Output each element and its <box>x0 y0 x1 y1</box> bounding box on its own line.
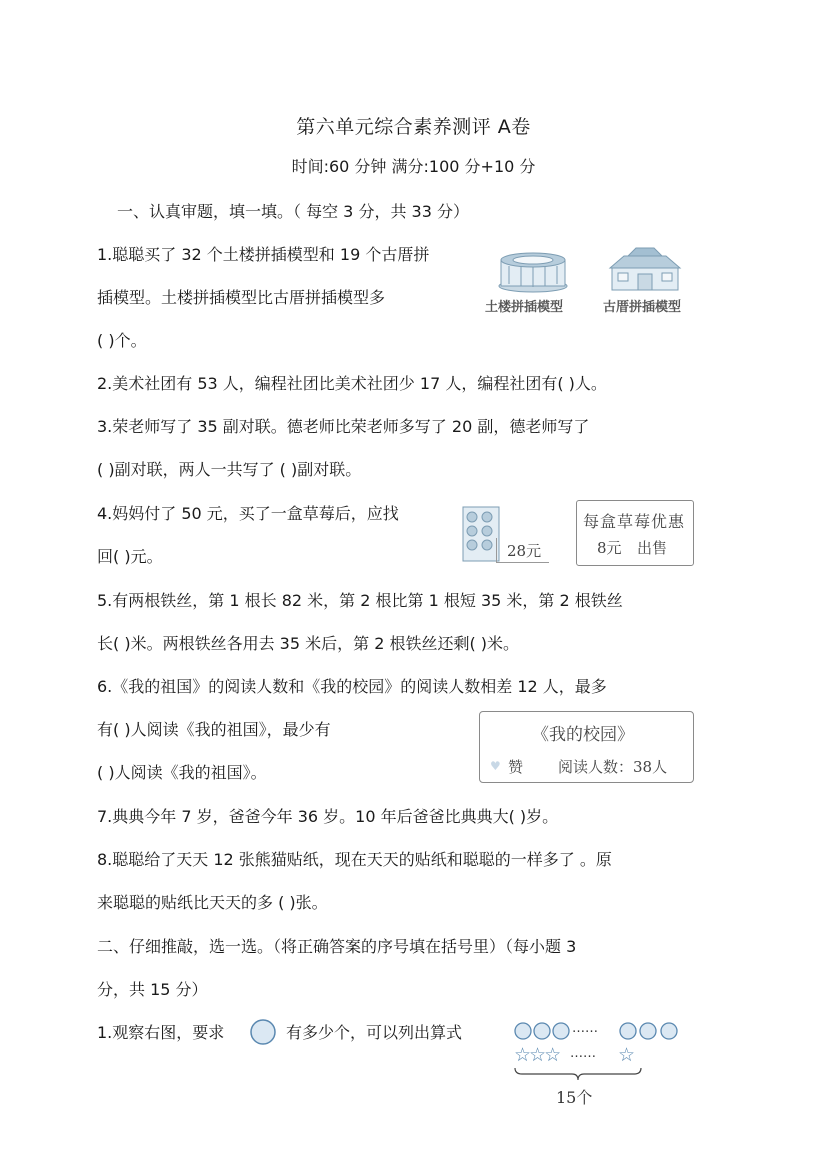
tulou-caption: 土楼拼插模型 <box>485 300 564 315</box>
circle-icon <box>249 1018 277 1046</box>
thumbs-up-icon: ♥ <box>490 759 501 773</box>
tulou-model-image <box>494 246 572 294</box>
reading-card <box>479 711 694 783</box>
q1-line3: ( )个。 <box>97 331 147 350</box>
q8-line1: 8.聪聪给了天天 12 张熊猫贴纸，现在天天的贴纸和聪聪的一样多了 。原 <box>97 850 612 869</box>
section2-heading-line1: 二、仔细推敲，选一选。（将正确答案的序号填在括号里）（每小题 3 <box>97 937 577 956</box>
gucuo-model-image <box>606 246 684 294</box>
circle-2 <box>534 1023 550 1039</box>
circles-row <box>514 1021 684 1041</box>
strawberry-box-image <box>461 505 501 563</box>
q8-line2: 来聪聪的贴纸比天天的多 ( )张。 <box>97 893 328 912</box>
q3-line2: ( )副对联，两人一共写了 ( )副对联。 <box>97 460 362 479</box>
stars-row <box>514 1046 644 1066</box>
gucuo-caption: 古厝拼插模型 <box>603 300 682 315</box>
stars-dots: …… <box>570 1046 596 1061</box>
count-brace <box>514 1066 642 1080</box>
q4-line1: 4.妈妈付了 50 元，买了一盒草莓后，应找 <box>97 504 399 523</box>
circle-5 <box>640 1023 656 1039</box>
count-label: 15个 <box>556 1088 593 1107</box>
circle-3 <box>553 1023 569 1039</box>
page-title: 第六单元综合素养测评 A卷 <box>296 116 531 138</box>
q1-line2: 插模型。土楼拼插模型比古厝拼插模型多 <box>97 288 386 307</box>
star-icon-right: ☆ <box>618 1044 636 1066</box>
circle-6 <box>661 1023 677 1039</box>
q2-line1: 2.美术社团有 53 人，编程社团比美术社团少 17 人，编程社团有( )人。 <box>97 374 607 393</box>
section2-heading-line2: 分，共 15 分） <box>97 980 208 999</box>
promo-card <box>576 500 694 566</box>
promo-price: 8元 <box>597 539 622 557</box>
price-tag-text: 28元 <box>507 542 542 560</box>
page-subtitle: 时间:60 分钟 满分:100 分+10 分 <box>291 157 536 176</box>
promo-word: 出售 <box>637 539 668 557</box>
reading-card-like: 赞 <box>508 758 524 776</box>
promo-line1: 每盒草莓优惠 <box>583 512 686 531</box>
s2-q1-text-before: 1.观察右图，要求 <box>97 1023 225 1042</box>
section1-heading: 一、认真审题，填一填。（ 每空 3 分，共 33 分） <box>117 202 469 221</box>
circles-dots: …… <box>572 1021 598 1036</box>
reading-card-reads: 阅读人数：38人 <box>558 758 668 776</box>
circle-1 <box>515 1023 531 1039</box>
circle-4 <box>620 1023 636 1039</box>
q5-line2: 长( )米。两根铁丝各用去 35 米后，第 2 根铁丝还剩( )米。 <box>97 634 520 653</box>
reading-card-title: 《我的校园》 <box>532 725 634 745</box>
q4-line2: 回( )元。 <box>97 547 163 566</box>
q3-line1: 3.荣老师写了 35 副对联。德老师比荣老师多写了 20 副，德老师写了 <box>97 417 590 436</box>
q6-line1: 6.《我的祖国》的阅读人数和《我的校园》的阅读人数相差 12 人，最多 <box>97 677 607 696</box>
q5-line1: 5.有两根铁丝，第 1 根长 82 米，第 2 根比第 1 根短 35 米，第 2 根铁丝 <box>97 591 623 610</box>
star-icons-left: ☆☆☆ <box>514 1044 560 1066</box>
q6-line2: 有( )人阅读《我的祖国》，最少有 <box>97 720 331 739</box>
s2-q1-text-after: 有多少个，可以列出算式 <box>286 1023 463 1042</box>
q1-line1: 1.聪聪买了 32 个土楼拼插模型和 19 个古厝拼 <box>97 245 430 264</box>
q7-line1: 7.典典今年 7 岁，爸爸今年 36 岁。10 年后爸爸比典典大( )岁。 <box>97 807 559 826</box>
q6-line3: ( )人阅读《我的祖国》。 <box>97 763 267 782</box>
price-tag <box>496 538 549 563</box>
